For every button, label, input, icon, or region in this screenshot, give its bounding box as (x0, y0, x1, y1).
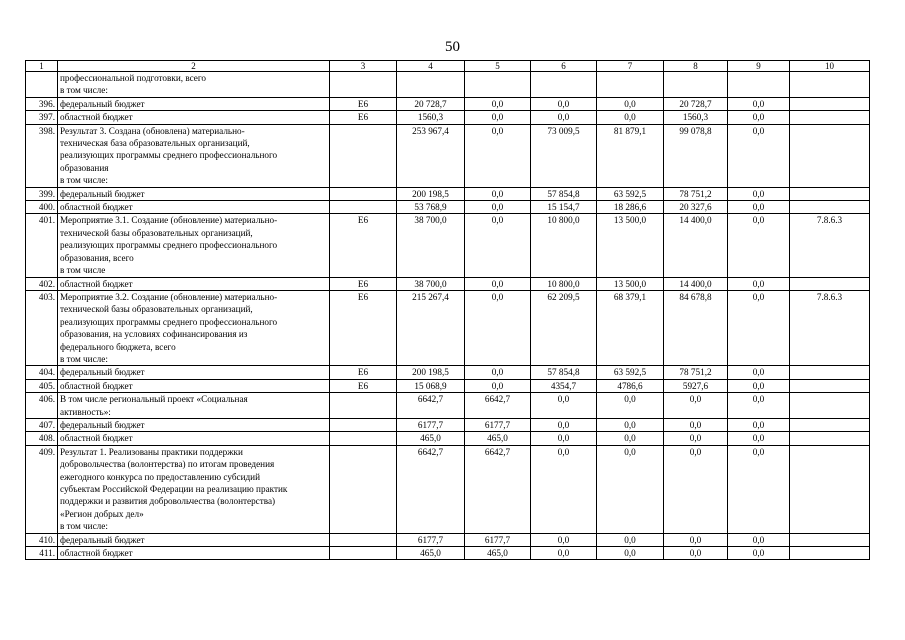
value-col-8: 84 678,8 (664, 290, 728, 365)
value-col-10: 7.8.6.3 (790, 290, 870, 365)
value-col-9: 0,0 (728, 97, 790, 110)
row-name (58, 214, 330, 277)
row-name-line: активность»: (60, 406, 111, 417)
table-row (26, 547, 870, 560)
row-code (330, 187, 397, 200)
value-col-9: 0,0 (728, 187, 790, 200)
value-col-9: 0,0 (728, 214, 790, 277)
value-col-4: 6642,7 (397, 445, 465, 533)
value-col-9 (728, 72, 790, 98)
row-number: 403. (26, 290, 58, 365)
value-col-4: 38 700,0 (397, 277, 465, 290)
row-name (58, 366, 330, 379)
value-col-4: 1560,3 (397, 111, 465, 124)
value-col-9: 0,0 (728, 201, 790, 214)
row-number: 404. (26, 366, 58, 379)
value-col-5: 0,0 (465, 124, 531, 187)
value-col-5: 0,0 (465, 366, 531, 379)
column-header-5: 5 (465, 61, 531, 72)
value-col-7: 68 379,1 (597, 290, 664, 365)
row-number: 411. (26, 547, 58, 560)
row-name (58, 111, 330, 124)
row-code: Е6 (330, 379, 397, 392)
value-col-6: 0,0 (531, 111, 597, 124)
value-col-7: 0,0 (597, 445, 664, 533)
table-row (26, 432, 870, 445)
value-col-7: 13 500,0 (597, 214, 664, 277)
value-col-8: 78 751,2 (664, 366, 728, 379)
value-col-5 (465, 72, 531, 98)
value-col-10 (790, 547, 870, 560)
row-name-line: областной бюджет (60, 202, 133, 213)
column-header-2: 2 (58, 61, 330, 72)
value-col-6: 10 800,0 (531, 277, 597, 290)
column-header-8: 8 (664, 61, 728, 72)
value-col-6: 57 854,8 (531, 366, 597, 379)
row-number: 402. (26, 277, 58, 290)
row-name-line: областной бюджет (60, 433, 133, 444)
row-number: 400. (26, 201, 58, 214)
value-col-8: 0,0 (664, 418, 728, 431)
row-number: 410. (26, 533, 58, 546)
row-name (58, 432, 330, 445)
value-col-5: 6642,7 (465, 445, 531, 533)
row-code: Е6 (330, 214, 397, 277)
row-name-line: реализующих программы среднего профессионального (60, 240, 278, 251)
value-col-4: 215 267,4 (397, 290, 465, 365)
row-code: Е6 (330, 290, 397, 365)
value-col-10 (790, 432, 870, 445)
value-col-9: 0,0 (728, 432, 790, 445)
value-col-9: 0,0 (728, 277, 790, 290)
value-col-6: 0,0 (531, 393, 597, 419)
value-col-10 (790, 187, 870, 200)
row-name (58, 418, 330, 431)
table-row (26, 124, 870, 187)
row-name-line: профессиональной подготовки, всего (60, 73, 207, 83)
value-col-10 (790, 445, 870, 533)
row-number: 398. (26, 124, 58, 187)
value-col-5: 0,0 (465, 201, 531, 214)
row-number: 396. (26, 97, 58, 110)
value-col-8: 0,0 (664, 445, 728, 533)
value-col-7: 0,0 (597, 547, 664, 560)
row-code (330, 72, 397, 98)
value-col-5: 6177,7 (465, 418, 531, 431)
row-name-line: областной бюджет (60, 112, 133, 123)
table-row (26, 366, 870, 379)
row-name-line: Мероприятие 3.2. Создание (обновление) материально- (60, 291, 278, 302)
value-col-7: 0,0 (597, 533, 664, 546)
row-name-line: областной бюджет (60, 278, 133, 289)
value-col-10 (790, 124, 870, 187)
value-col-7: 0,0 (597, 418, 664, 431)
row-number: 401. (26, 214, 58, 277)
table-row (26, 201, 870, 214)
value-col-4: 6642,7 (397, 393, 465, 419)
row-name-line: Результат 1. Реализованы практики поддержки (60, 446, 243, 457)
row-name-line: областной бюджет (60, 380, 133, 391)
value-col-4: 15 068,9 (397, 379, 465, 392)
table-row (26, 393, 870, 419)
value-col-9: 0,0 (728, 418, 790, 431)
value-col-10 (790, 97, 870, 110)
value-col-10 (790, 201, 870, 214)
row-name-line: федеральный бюджет (60, 98, 145, 109)
row-code (330, 445, 397, 533)
table-body (26, 72, 870, 560)
row-name (58, 393, 330, 419)
value-col-10: 7.8.6.3 (790, 214, 870, 277)
row-name-line: образования, на условиях софинансирования из (60, 329, 248, 340)
row-name (58, 124, 330, 187)
value-col-9: 0,0 (728, 393, 790, 419)
value-col-5: 6177,7 (465, 533, 531, 546)
row-name-line: Результат 3. Создана (обновлена) материально- (60, 125, 245, 136)
row-name-line: В том числе региональный проект «Социальная (60, 394, 248, 405)
row-name-line: федерального бюджета, всего (60, 341, 176, 352)
value-col-7: 13 500,0 (597, 277, 664, 290)
value-col-6: 0,0 (531, 432, 597, 445)
value-col-6: 15 154,7 (531, 201, 597, 214)
row-name-line: реализующих программы среднего профессионального (60, 316, 278, 327)
value-col-4: 465,0 (397, 547, 465, 560)
value-col-9: 0,0 (728, 366, 790, 379)
value-col-4: 20 728,7 (397, 97, 465, 110)
row-name-line: образования (60, 162, 109, 173)
table-row (26, 277, 870, 290)
row-name (58, 547, 330, 560)
value-col-6: 57 854,8 (531, 187, 597, 200)
value-col-8: 14 400,0 (664, 277, 728, 290)
row-number: 409. (26, 445, 58, 533)
row-name (58, 201, 330, 214)
row-name-line: в том числе (60, 265, 106, 276)
column-header-4: 4 (397, 61, 465, 72)
row-name-line: субъектам Российской Федерации на реализацию практик (60, 484, 288, 494)
table-row (26, 214, 870, 277)
row-name (58, 445, 330, 533)
row-name-line: поддержки и развития добровольчества (волонтерства) (60, 496, 276, 507)
row-code (330, 533, 397, 546)
value-col-8: 0,0 (664, 533, 728, 546)
row-name-line: федеральный бюджет (60, 534, 145, 545)
value-col-9: 0,0 (728, 445, 790, 533)
value-col-8: 78 751,2 (664, 187, 728, 200)
value-col-8: 20 728,7 (664, 97, 728, 110)
row-name (58, 187, 330, 200)
value-col-4: 253 967,4 (397, 124, 465, 187)
value-col-10 (790, 393, 870, 419)
value-col-6: 0,0 (531, 533, 597, 546)
value-col-4 (397, 72, 465, 98)
row-number (26, 72, 58, 98)
value-col-5: 465,0 (465, 432, 531, 445)
row-number: 406. (26, 393, 58, 419)
row-name-line: областной бюджет (60, 548, 133, 559)
row-name-line: ежегодного конкурса по предоставлению субсидий (60, 471, 260, 482)
value-col-4: 53 768,9 (397, 201, 465, 214)
row-number: 408. (26, 432, 58, 445)
value-col-7: 4786,6 (597, 379, 664, 392)
value-col-6: 10 800,0 (531, 214, 597, 277)
row-name-line: технической базы образовательных организаций, (60, 304, 253, 315)
value-col-10 (790, 533, 870, 546)
column-header-3: 3 (330, 61, 397, 72)
value-col-6: 73 009,5 (531, 124, 597, 187)
row-code (330, 432, 397, 445)
value-col-7: 81 879,1 (597, 124, 664, 187)
value-col-10 (790, 277, 870, 290)
value-col-9: 0,0 (728, 533, 790, 546)
value-col-6: 62 209,5 (531, 290, 597, 365)
row-name (58, 277, 330, 290)
value-col-6 (531, 72, 597, 98)
value-col-9: 0,0 (728, 124, 790, 187)
table-row (26, 379, 870, 392)
row-name-line: техническая база образовательных организаций, (60, 138, 250, 149)
column-header-1: 1 (26, 61, 58, 72)
row-name-line: Мероприятие 3.1. Создание (обновление) материально- (60, 215, 278, 226)
value-col-9: 0,0 (728, 111, 790, 124)
row-name (58, 379, 330, 392)
value-col-7: 63 592,5 (597, 187, 664, 200)
value-col-8: 0,0 (664, 547, 728, 560)
value-col-7: 0,0 (597, 393, 664, 419)
value-col-7: 18 286,6 (597, 201, 664, 214)
row-code (330, 393, 397, 419)
value-col-7 (597, 72, 664, 98)
value-col-6: 0,0 (531, 547, 597, 560)
value-col-4: 465,0 (397, 432, 465, 445)
value-col-5: 0,0 (465, 290, 531, 365)
row-number: 399. (26, 187, 58, 200)
value-col-5: 0,0 (465, 214, 531, 277)
row-name-line: в том числе: (60, 85, 108, 96)
row-name-line: в том числе: (60, 353, 108, 364)
table-row (26, 111, 870, 124)
value-col-8: 14 400,0 (664, 214, 728, 277)
value-col-4: 200 198,5 (397, 366, 465, 379)
row-name-line: федеральный бюджет (60, 419, 145, 430)
value-col-8: 1560,3 (664, 111, 728, 124)
row-name-line: федеральный бюджет (60, 188, 145, 199)
value-col-8: 5927,6 (664, 379, 728, 392)
row-name-line: технической базы образовательных организаций, (60, 227, 253, 238)
value-col-4: 6177,7 (397, 533, 465, 546)
row-code (330, 201, 397, 214)
row-number: 405. (26, 379, 58, 392)
column-header-9: 9 (728, 61, 790, 72)
value-col-9: 0,0 (728, 379, 790, 392)
row-name-line: федеральный бюджет (60, 367, 145, 378)
value-col-8 (664, 72, 728, 98)
table-row (26, 533, 870, 546)
row-name (58, 533, 330, 546)
table-row (26, 97, 870, 110)
value-col-5: 465,0 (465, 547, 531, 560)
value-col-5: 0,0 (465, 97, 531, 110)
row-name (58, 290, 330, 365)
value-col-6: 0,0 (531, 97, 597, 110)
page-number: 50 (445, 39, 460, 55)
value-col-8: 0,0 (664, 432, 728, 445)
row-code (330, 124, 397, 187)
value-col-5: 0,0 (465, 111, 531, 124)
table-row (26, 445, 870, 533)
row-code: Е6 (330, 366, 397, 379)
row-code (330, 547, 397, 560)
row-name-line: в том числе: (60, 175, 108, 186)
value-col-9: 0,0 (728, 290, 790, 365)
value-col-7: 63 592,5 (597, 366, 664, 379)
table-header-row (26, 61, 870, 72)
row-name (58, 72, 330, 98)
value-col-5: 0,0 (465, 277, 531, 290)
row-name-line: «Регион добрых дел» (60, 508, 144, 519)
table-row (26, 418, 870, 431)
value-col-8: 20 327,6 (664, 201, 728, 214)
row-name-line: реализующих программы среднего профессионального (60, 150, 278, 161)
table-row (26, 187, 870, 200)
value-col-10 (790, 111, 870, 124)
table-row (26, 290, 870, 365)
value-col-10 (790, 72, 870, 98)
column-header-10: 10 (790, 61, 870, 72)
value-col-5: 6642,7 (465, 393, 531, 419)
value-col-7: 0,0 (597, 111, 664, 124)
row-code (330, 418, 397, 431)
budget-table (25, 60, 870, 560)
value-col-5: 0,0 (465, 379, 531, 392)
value-col-8: 99 078,8 (664, 124, 728, 187)
row-code: Е6 (330, 111, 397, 124)
value-col-7: 0,0 (597, 432, 664, 445)
value-col-10 (790, 418, 870, 431)
column-header-6: 6 (531, 61, 597, 72)
row-name-line: образования, всего (60, 252, 134, 263)
value-col-8: 0,0 (664, 393, 728, 419)
value-col-10 (790, 366, 870, 379)
row-code: Е6 (330, 277, 397, 290)
value-col-4: 38 700,0 (397, 214, 465, 277)
value-col-7: 0,0 (597, 97, 664, 110)
value-col-6: 0,0 (531, 418, 597, 431)
value-col-6: 0,0 (531, 445, 597, 533)
value-col-9: 0,0 (728, 547, 790, 560)
row-number: 397. (26, 111, 58, 124)
value-col-10 (790, 379, 870, 392)
row-name (58, 97, 330, 110)
value-col-4: 200 198,5 (397, 187, 465, 200)
value-col-6: 4354,7 (531, 379, 597, 392)
value-col-4: 6177,7 (397, 418, 465, 431)
value-col-5: 0,0 (465, 187, 531, 200)
row-name-line: в том числе: (60, 521, 108, 532)
row-number: 407. (26, 418, 58, 431)
row-name-line: добровольчества (волонтерства) по итогам проведения (60, 459, 275, 470)
row-code: Е6 (330, 97, 397, 110)
table-row (26, 72, 870, 98)
column-header-7: 7 (597, 61, 664, 72)
